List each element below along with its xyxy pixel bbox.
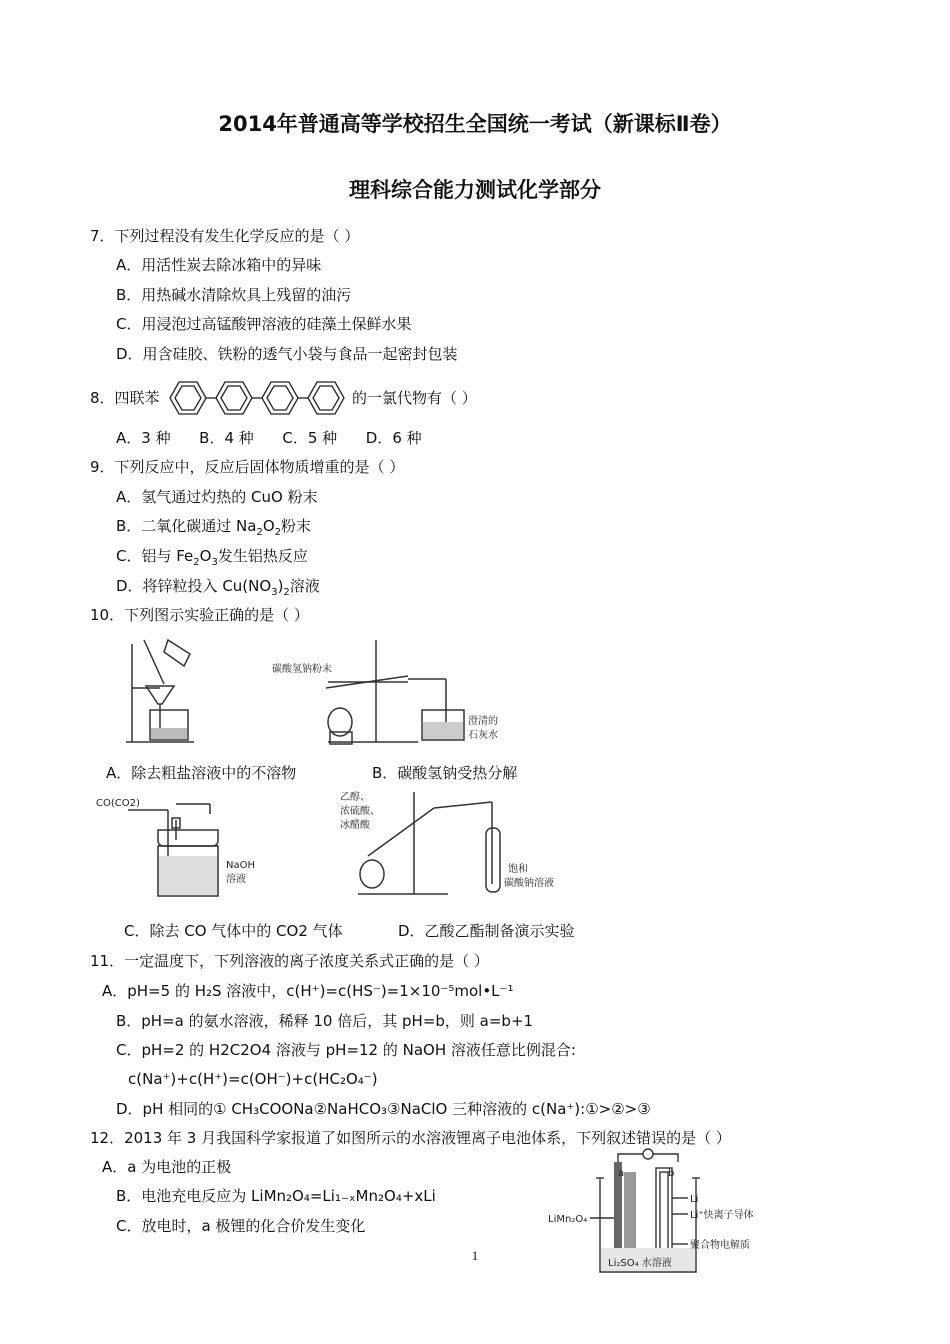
q9-option-d: D．将锌粒投入 $Cu(NO_3)_2$溶液 [116, 577, 320, 598]
q9-stem: 9．下列反应中，反应后固体物质增重的是（ ） [90, 458, 405, 476]
q7-option-c: C．用浸泡过高锰酸钾溶液的硅藻土保鲜水果 [116, 315, 412, 333]
quaterphenyl-structure [168, 370, 350, 426]
q12-option-c: C．放电时，a 极锂的化合价发生变化 [116, 1217, 366, 1235]
figure-filtration [124, 636, 198, 748]
q10-stem: 10．下列图示实验正确的是（ ） [90, 606, 309, 624]
q10-option-b: B．碳酸氢钠受热分解 [372, 764, 518, 782]
figure-ethyl-acetate [338, 786, 578, 900]
fig-12-label-limn2o4: LiMn₂O₄ [548, 1214, 588, 1225]
figure-bicarbonate-heating [268, 636, 510, 748]
q12-option-b: B．电池充电反应为 LiMn₂O₄=Li₁₋ₓMn₂O₄+xLi [116, 1187, 436, 1205]
fig-b-label-clear: 澄清的 [468, 716, 498, 727]
fig-d-label-acetic: 冰醋酸 [340, 820, 370, 831]
fig-c-label-gas: CO(CO2) [96, 798, 140, 809]
q11-option-d: D．pH 相同的① CH₃COONa②NaHCO₃③NaClO 三种溶液的 c(Na⁺):①>②>③ [116, 1100, 651, 1118]
fig-d-label-saturated: 饱和 [508, 864, 528, 875]
q7-option-a: A．用活性炭去除冰箱中的异味 [116, 256, 322, 274]
fig-12-label-solution: Li₂SO₄ 水溶液 [608, 1258, 672, 1269]
q11-option-c: C．pH=2 的 H2C2O4 溶液与 pH=12 的 NaOH 溶液任意比例混合: [116, 1041, 576, 1059]
q11-option-a: A．pH=5 的 H₂S 溶液中，c(H⁺)=c(HS⁻)=1×10⁻⁵mol•L⁻¹ [102, 982, 514, 1000]
q12-option-a: A．a 为电池的正极 [102, 1158, 232, 1176]
fig-c-label-solution: 溶液 [226, 874, 246, 885]
q7-stem: 7．下列过程没有发生化学反应的是（ ） [90, 227, 360, 245]
fig-c-label-naoh: NaOH [226, 860, 255, 871]
fig-12-label-conductor: Li⁺快离子导体 [690, 1210, 754, 1221]
fig-12-label-li: Li [690, 1194, 699, 1205]
fig-12-label-a: a [618, 1168, 625, 1179]
q12-stem: 12．2013 年 3 月我国科学家报道了如图所示的水溶液锂离子电池体系，下列叙述错误的是（ ） [90, 1129, 731, 1147]
q10-option-c: C．除去 CO 气体中的 CO2 气体 [124, 922, 343, 940]
q11-stem: 11．一定温度下，下列溶液的离子浓度关系式正确的是（ ） [90, 952, 489, 970]
q10-option-d: D．乙酸乙酯制备演示实验 [398, 922, 575, 940]
fig-12-label-polymer: 聚合物电解质 [690, 1240, 750, 1251]
q10-option-a: A．除去粗盐溶液中的不溶物 [106, 764, 297, 782]
q9-option-b: B．二氧化碳通过 $Na_2O_2$粉末 [116, 517, 312, 538]
q8-prefix: 8．四联苯 [90, 389, 160, 407]
fig-12-label-b: b [668, 1168, 675, 1179]
figure-gas-washing [92, 790, 282, 902]
fig-b-label-limewater: 石灰水 [468, 730, 498, 741]
fig-d-label-acid: 浓硫酸、 [340, 806, 380, 817]
q8-options: A．3 种 B．4 种 C．5 种 D．6 种 [116, 429, 422, 447]
page-title: 2014年普通高等学校招生全国统一考试（新课标Ⅱ卷） [218, 112, 732, 136]
q9-option-a: A．氢气通过灼热的 CuO 粉末 [116, 488, 318, 506]
q7-option-b: B．用热碱水清除炊具上残留的油污 [116, 286, 352, 304]
page-number: 1 [471, 1248, 479, 1263]
q9-option-c: C．铝与 $Fe_2O_3$发生铝热反应 [116, 547, 308, 568]
q7-option-d: D．用含硅胶、铁粉的透气小袋与食品一起密封包装 [116, 345, 458, 363]
fig-d-label-ethanol: 乙醇、 [340, 792, 370, 803]
fig-d-label-carbonate: 碳酸钠溶液 [504, 878, 554, 889]
q11-option-c-expression: c(Na⁺)+c(H⁺)=c(OH⁻)+c(HC₂O₄⁻) [128, 1070, 378, 1088]
page-subtitle: 理科综合能力测试化学部分 [349, 178, 601, 202]
fig-b-label-powder: 碳酸氢钠粉末 [272, 664, 332, 675]
q8-suffix: 的一氯代物有（ ） [352, 389, 477, 407]
q11-option-b: B．pH=a 的氨水溶液，稀释 10 倍后，其 pH=b，则 a=b+1 [116, 1012, 534, 1030]
